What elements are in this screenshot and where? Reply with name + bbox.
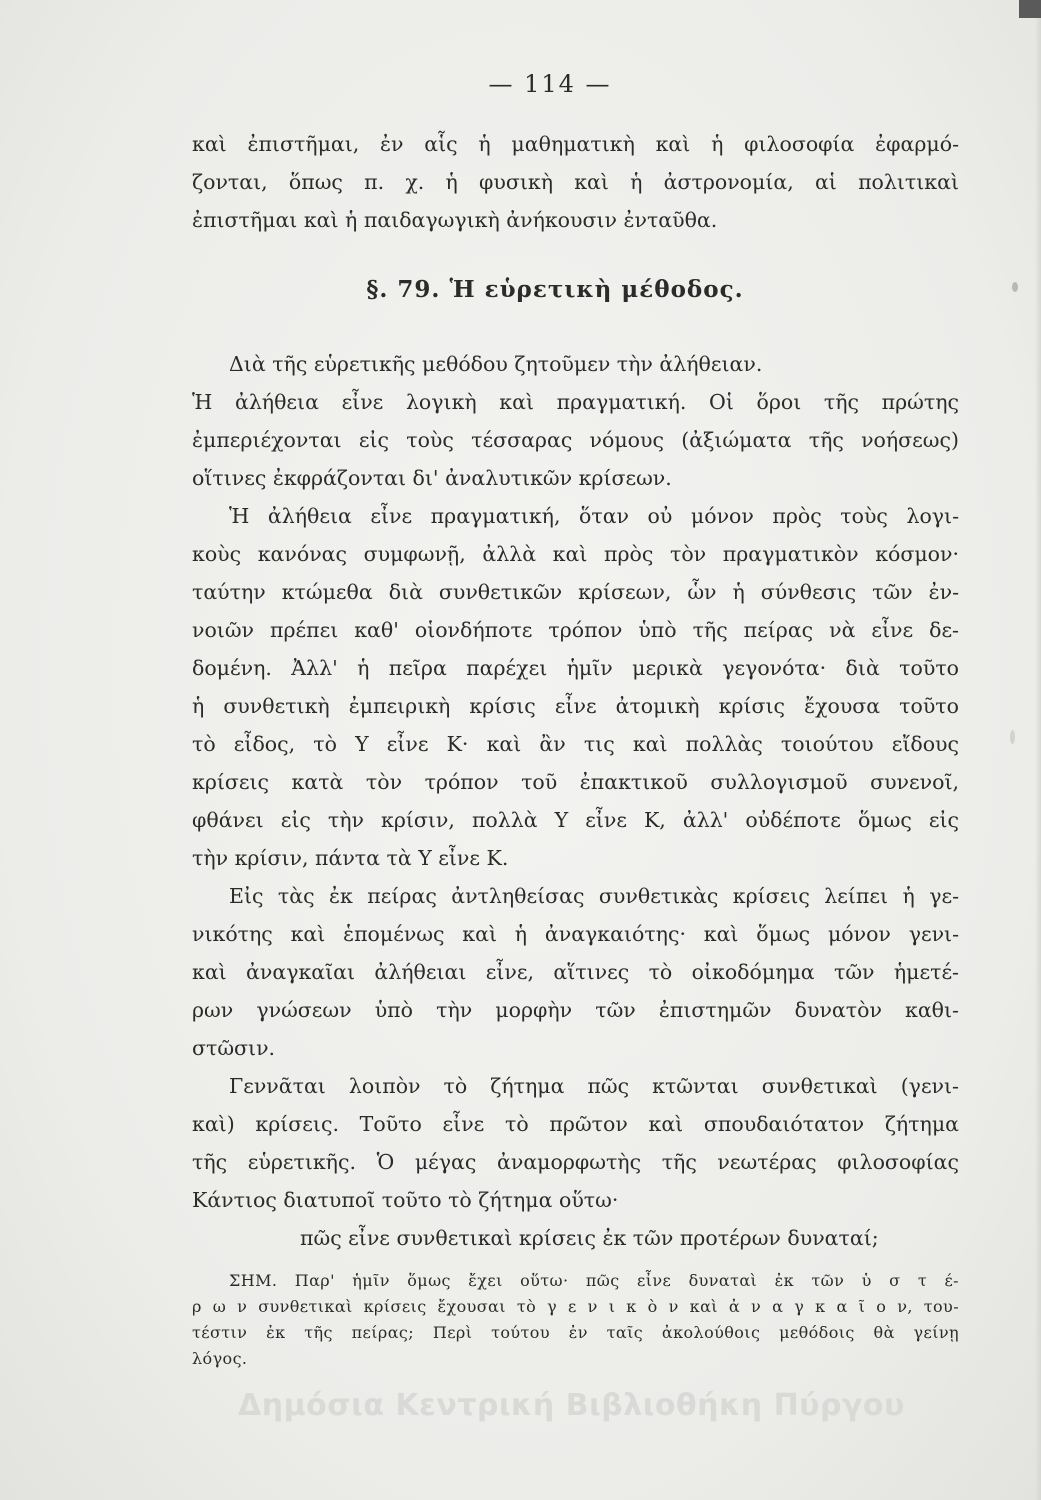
text-line: οἵτινες ἐκφράζονται δι' ἀναλυτικῶν κρίσεων. bbox=[192, 466, 672, 490]
page-edge-shadow bbox=[1035, 0, 1041, 1500]
text-line: ἐπιστῆμαι καὶ ἡ παιδαγωγικὴ ἀνήκουσιν ἐνταῦθα. bbox=[192, 208, 718, 232]
section-heading: §. 79. Ἡ εὑρετικὴ μέθοδος. bbox=[366, 276, 744, 303]
text-line: κρίσεις κατὰ τὸν τρόπον τοῦ ἐπακτικοῦ συλλογισμοῦ συνενοῖ, bbox=[192, 770, 959, 794]
footnote-line: λόγος. bbox=[192, 1349, 248, 1368]
footnote-line: ΣΗΜ. Παρ' ἡμῖν ὅμως ἔχει οὕτω· πῶς εἶνε δυναταὶ ἐκ τῶν ὑ σ τ έ- bbox=[229, 1271, 959, 1290]
text-line: νοιῶν πρέπει καθ' οἱονδήποτε τρόπον ὑπὸ τῆς πείρας νὰ εἶνε δε- bbox=[192, 618, 959, 642]
page-number: — 114 — bbox=[488, 70, 612, 98]
scan-corner-mark bbox=[1019, 0, 1041, 18]
text-line: Ἡ ἀλήθεια εἶνε πραγματική, ὅταν οὐ μόνον πρὸς τοὺς λογι- bbox=[229, 504, 959, 528]
text-line: καὶ ἀναγκαῖαι ἀλήθειαι εἶνε, αἵτινες τὸ οἰκοδόμημα τῶν ἡμετέ- bbox=[192, 960, 959, 984]
scan-speck bbox=[1010, 730, 1015, 744]
text-line: Γεννᾶται λοιπὸν τὸ ζήτημα πῶς κτῶνται συνθετικαὶ (γενι- bbox=[229, 1074, 959, 1098]
text-line: Εἰς τὰς ἐκ πείρας ἀντληθείσας συνθετικὰς κρίσεις λείπει ἡ γε- bbox=[229, 884, 959, 908]
text-line: ζονται, ὅπως π. χ. ἡ φυσικὴ καὶ ἡ ἀστρονομία, αἱ πολιτικαὶ bbox=[192, 170, 959, 194]
text-line: στῶσιν. bbox=[192, 1036, 276, 1060]
text-line: ταύτην κτώμεθα διὰ συνθετικῶν κρίσεων, ὧν ἡ σύνθεσις τῶν ἐν- bbox=[192, 580, 959, 604]
text-line: πῶς εἶνε συνθετικαὶ κρίσεις ἐκ τῶν προτέρων δυναταί; bbox=[300, 1226, 879, 1250]
text-line: ρων γνώσεων ὑπὸ τὴν μορφὴν τῶν ἐπιστημῶν δυνατὸν καθι- bbox=[192, 998, 959, 1022]
scan-speck bbox=[1012, 282, 1018, 292]
library-watermark: Δημόσια Κεντρική Βιβλιοθήκη Πύργου bbox=[238, 1388, 905, 1423]
text-line: νικότης καὶ ἑπομένως καὶ ἡ ἀναγκαιότης· καὶ ὅμως μόνον γενι- bbox=[192, 922, 959, 946]
text-line: κοὺς κανόνας συμφωνῇ, ἀλλὰ καὶ πρὸς τὸν πραγματικὸν κόσμον· bbox=[192, 542, 959, 566]
text-line: τὸ εἶδος, τὸ Υ εἶνε Κ· καὶ ἂν τις καὶ πολλὰς τοιούτου εἴδους bbox=[192, 732, 959, 756]
text-line: ἡ συνθετικὴ ἐμπειρικὴ κρίσις εἶνε ἀτομικὴ κρίσις ἔχουσα τοῦτο bbox=[192, 694, 959, 718]
text-line: καὶ) κρίσεις. Τοῦτο εἶνε τὸ πρῶτον καὶ σπουδαιότατον ζήτημα bbox=[192, 1112, 959, 1136]
text-line: Διὰ τῆς εὑρετικῆς μεθόδου ζητοῦμεν τὴν ἀλήθειαν. bbox=[229, 352, 763, 376]
footnote-line: τέστιν ἐκ τῆς πείρας; Περὶ τούτου ἐν ταῖς ἀκολούθοις μεθόδοις θὰ γείνῃ bbox=[192, 1323, 959, 1342]
text-line: ἐμπεριέχονται εἰς τοὺς τέσσαρας νόμους (ἀξιώματα τῆς νοήσεως) bbox=[192, 428, 959, 452]
text-line: τῆς εὑρετικῆς. Ὁ μέγας ἀναμορφωτὴς τῆς νεωτέρας φιλοσοφίας bbox=[192, 1150, 959, 1174]
text-line: Ἡ ἀλήθεια εἶνε λογικὴ καὶ πραγματική. Οἱ ὅροι τῆς πρώτης bbox=[192, 390, 959, 414]
footnote-line: ρ ω ν συνθετικαὶ κρίσεις ἔχουσαι τὸ γ ε ν ι κ ὸ ν καὶ ἀ ν α γ κ α ῖ ο ν, του- bbox=[192, 1297, 959, 1316]
text-line: τὴν κρίσιν, πάντα τὰ Υ εἶνε Κ. bbox=[192, 846, 509, 870]
text-line: Κάντιος διατυποῖ τοῦτο τὸ ζήτημα οὕτω· bbox=[192, 1188, 619, 1212]
text-line: δομένη. Ἀλλ' ἡ πεῖρα παρέχει ἡμῖν μερικὰ γεγονότα· διὰ τοῦτο bbox=[192, 656, 959, 680]
text-line: καὶ ἐπιστῆμαι, ἐν αἷς ἡ μαθηματικὴ καὶ ἡ φιλοσοφία ἐφαρμό- bbox=[192, 132, 959, 156]
text-line: φθάνει εἰς τὴν κρίσιν, πολλὰ Υ εἶνε Κ, ἀλλ' οὐδέποτε ὅμως εἰς bbox=[192, 808, 959, 832]
